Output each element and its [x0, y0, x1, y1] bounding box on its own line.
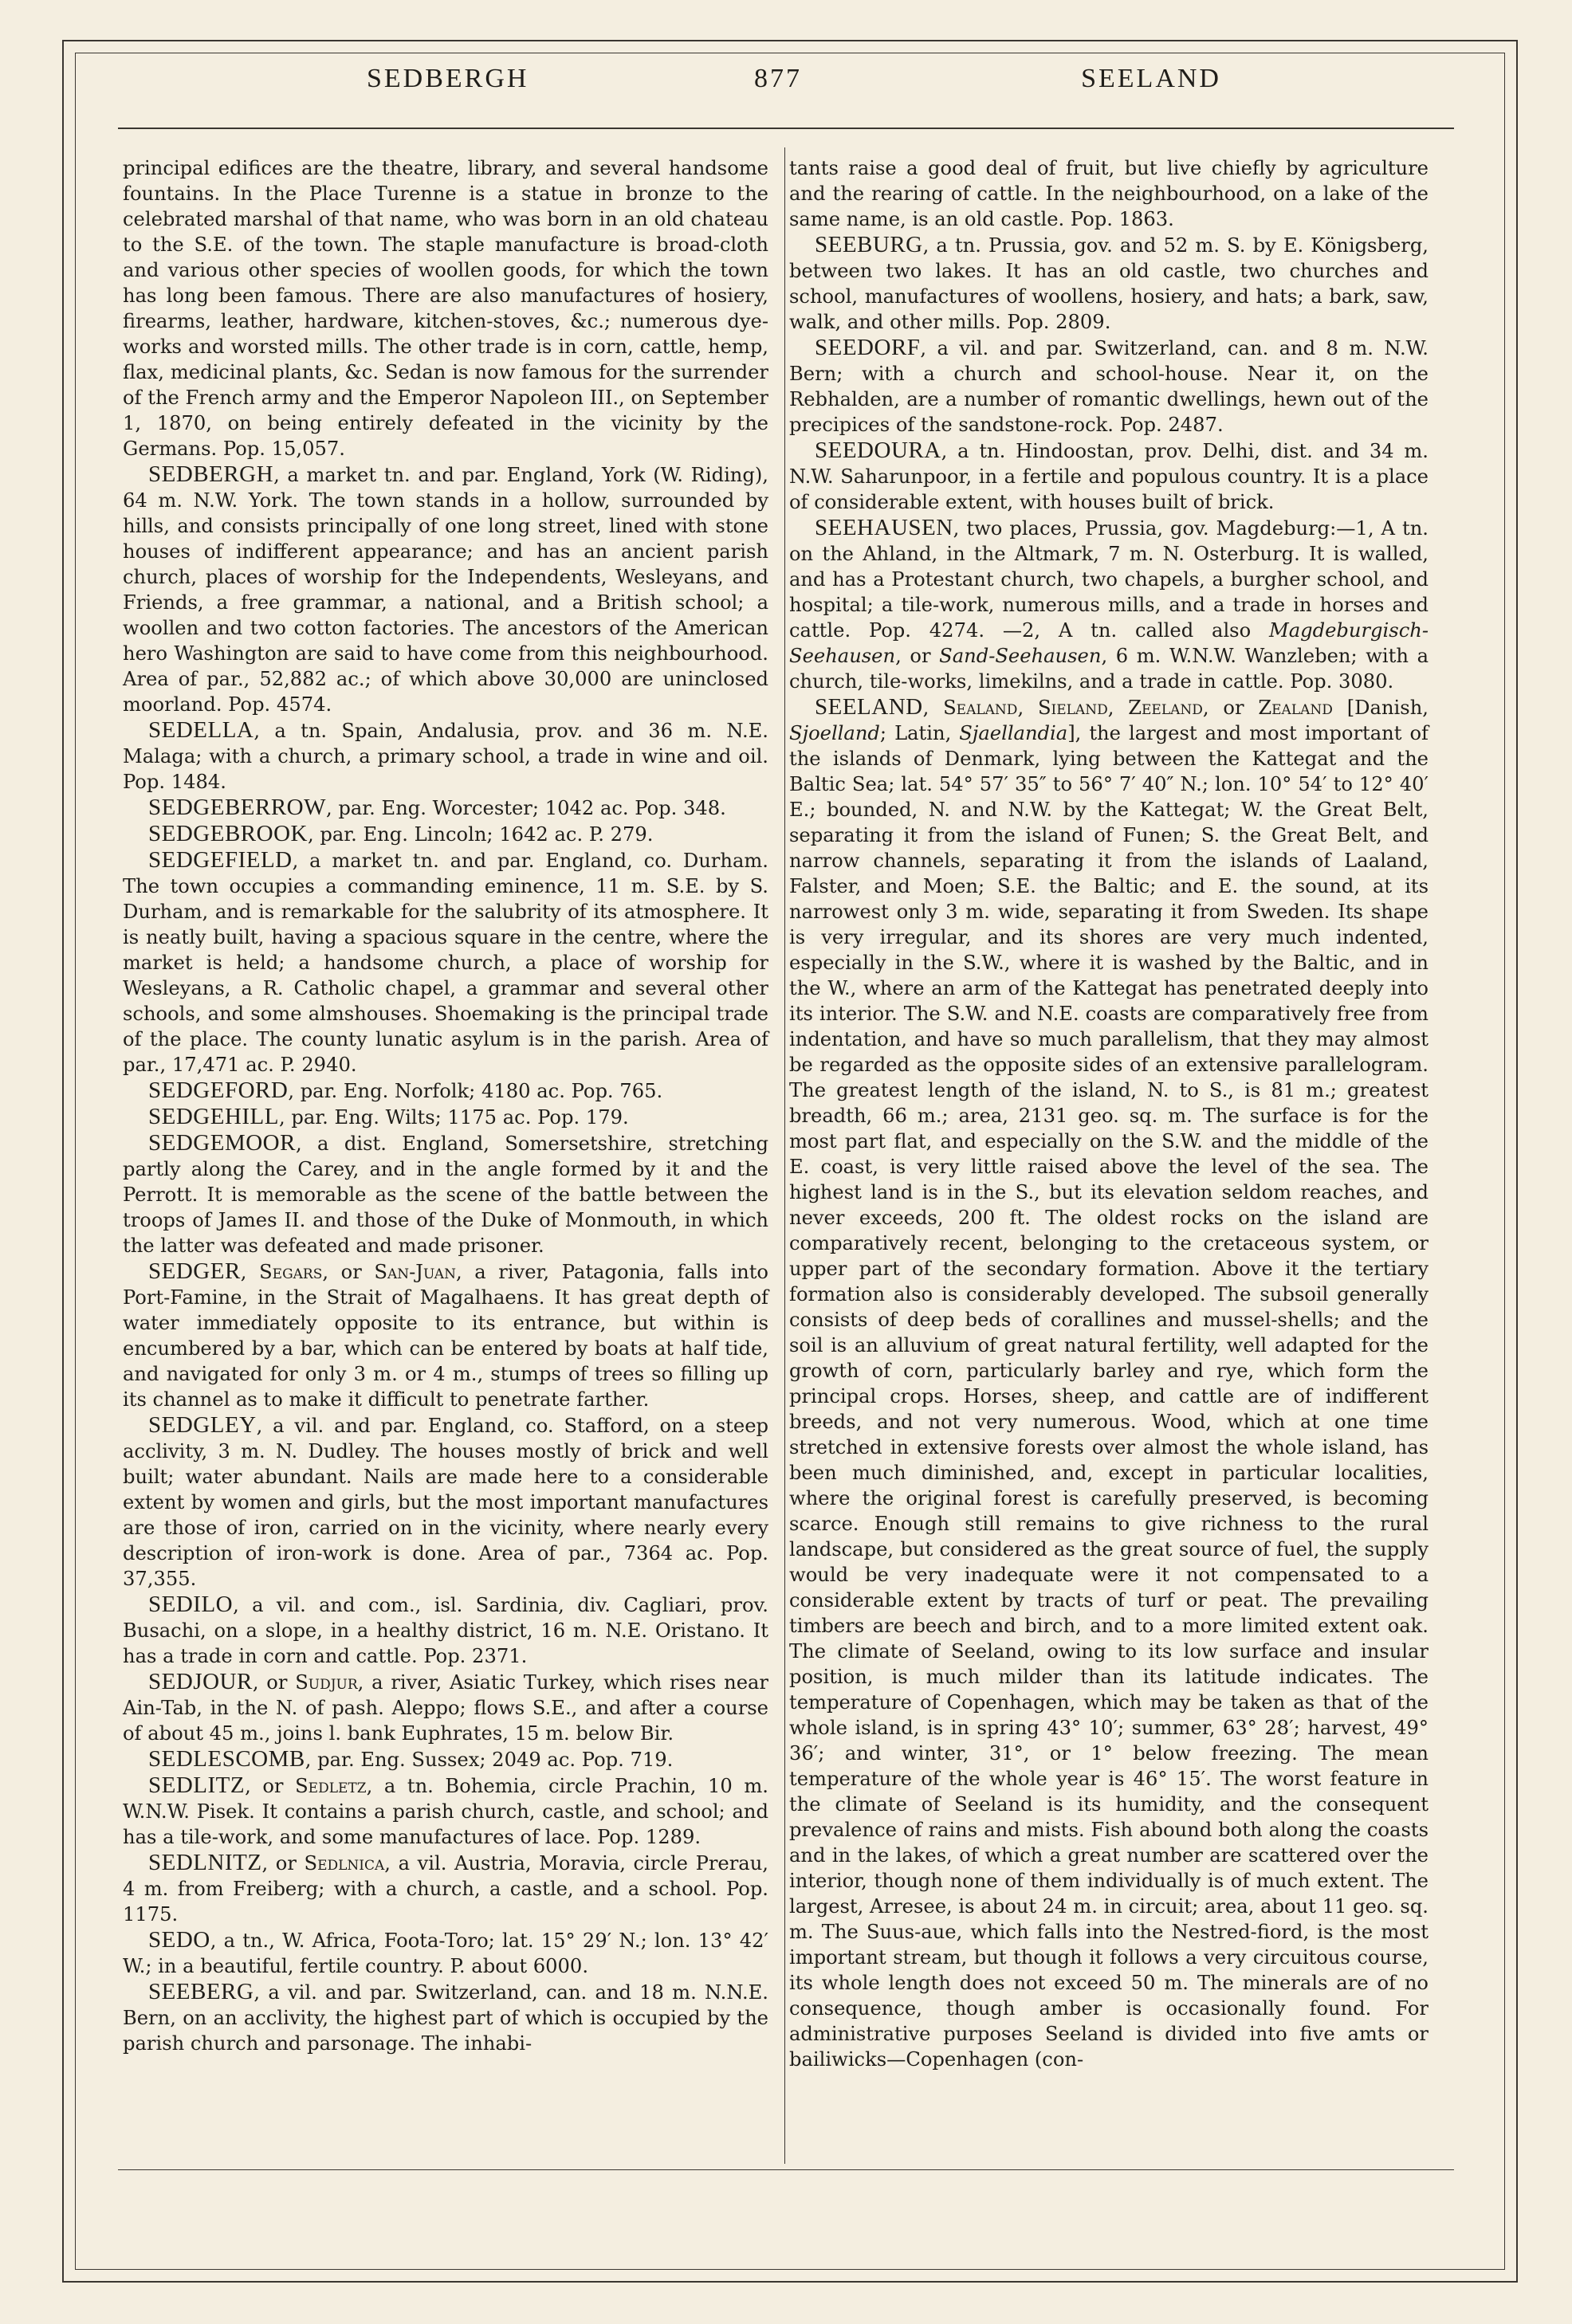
entry-text: Magdeburgisch-Seehausen	[789, 619, 1429, 667]
header-right-word: SEELAND	[1081, 64, 1221, 93]
entry-text: Sand-Seehausen	[939, 645, 1102, 667]
dictionary-entry	[123, 1258, 768, 1412]
dictionary-entry	[123, 795, 768, 821]
dictionary-entry	[123, 1104, 768, 1130]
dictionary-entry	[123, 155, 768, 461]
dictionary-entry	[123, 717, 768, 795]
entry-text: ], the largest and most important of the islands of Denmark, lying between the Kattegat and the Baltic Sea; lat. 54° 57′ 35″ to 56° 7′ 40″ N.; lon. 10° 54′ to 12° 40′ E.; bounded, N. and N.W. by the Kattegat; W. the Great Belt, separating it from the island of Funen; S. the Great Belt, and narrow channels, separating it from the islands of Laaland, Falster, and Moen; S.E. the Baltic; and E. the sound, at its narrowest only 3 m. wide, separating it from Sweden. Its shape is very irregular, and its shores are very much indented, especially in the S.W., where it is washed by the Baltic, and in the W., where an arm of the Kattegat has penetrated deeply into its interior. The S.W. and N.E. coasts are comparatively free from indentation, and have so much parallelism, that they may almost be regarded as the opposite sides of an extensive parallelogram. The greatest length of the island, N. to S., is 81 m.; greatest breadth, 66 m.; area, 2131 geo. sq. m. The surface is for the most part flat, and especially on the S.W. and the middle of the E. coast, is very little raised above the level of the sea. The highest land is in the S., but its elevation seldom reaches, and never exceeds, 200 ft. The oldest rocks on the island are comparatively recent, belonging to the cretaceous system, or upper part of the secondary formation. Above it the tertiary formation also is considerably developed. The subsoil generally consists of deep beds of corallines and mussel-shells; and the soil is an alluvium of great natural fertility, well adapted for the growth of corn, particularly barley and rye, which form the principal crops. Horses, sheep, and cattle are of indifferent breeds, and not very numerous. Wood, which at one time stretched in extensive forests over almost the whole island, has been much diminished, and, except in particular localities, where the original forest is carefully preserved, is becoming scarce. Enough still remains to give richness to the rural landscape, but considered as the great source of fuel, the supply would be very inadequate were it not compensated to a considerable extent by tracts of turf or peat. The prevailing timbers are beech and birch, and to a more limited extent oak. The climate of Seeland, owing to its low surface and insular position, is much milder than its latitude indicates. The temperature of Copenhagen, which may be taken as that of the whole island, is in spring 43° 10′; summer, 63° 28′; harvest, 49° 36′; and winter, 31°, or 1° below freezing. The mean temperature of the whole year is 46° 15′. The worst feature in the climate of Seeland is its humidity, and the consequent prevalence of rains and mists. Fish abound both along the coasts and in the lakes, of which a great number are scattered over the interior, though none of them individually is of much extent. The largest, Arresee, is about 24 m. in circuit; area, about 11 geo. sq. m. The Suus-aue, which falls into the Nestred-fiord, is the most important stream, but though it follows a very circuitous course, its whole length does not exceed 50 m. The minerals are of no consequence, though amber is occasionally found. For administrative purposes Seeland is divided into five amts or bailiwicks—Copenhagen (con-	[789, 722, 1429, 2071]
dictionary-entry	[123, 1592, 768, 1669]
entry-text: , a vil. and par. Switzerland, can. and 18 m. N.N.E. Bern, on an acclivity, the highest part of which is occupied by the parish church and parsonage. The inhabi-	[123, 1981, 768, 2055]
entry-headword: SEDGEFORD	[148, 1078, 289, 1103]
dictionary-entry	[789, 515, 1429, 694]
entry-text: , 6 m. W.N.W. Wanzleben; with a church, tile-works, limekilns, and a trade in cattle. Pop. 3080.	[789, 645, 1429, 693]
entry-headword: SEDLITZ	[148, 1772, 246, 1798]
entry-headword: SEEDOURA	[815, 438, 941, 463]
dictionary-entry	[123, 1746, 768, 1772]
entry-text: Sealand	[943, 697, 1018, 719]
entry-text: , par. Eng. Wilts; 1175 ac. Pop. 179.	[278, 1106, 629, 1129]
entry-text: [Danish,	[1332, 697, 1429, 719]
entry-text: , two places, Prussia, gov. Magdeburg:—1, A tn. on the Ahland, in the Altmark, 7 m. N. Osterburg. It is walled, and has a Protestant church, two chapels, a burgher school, and hospital; a tile-work, numerous mills, and a trade in horses and cattle. Pop. 4274. —2, A tn. called also	[789, 517, 1429, 642]
entry-headword: SEDGEMOOR	[148, 1130, 296, 1156]
entry-text: ,	[1107, 697, 1129, 719]
running-header	[120, 64, 1452, 112]
entry-text: , a tn. Spain, Andalusia, prov. and 36 m. N.E. Malaga; with a church, a primary school, a trade in wine and oil. Pop. 1484.	[123, 720, 768, 793]
entry-text: , or	[261, 1852, 305, 1875]
entry-headword: SEEDORF	[815, 335, 921, 360]
entry-text: , par. Eng. Worcester; 1042 ac. Pop. 348.	[326, 797, 726, 819]
entry-text: , a market tn. and par. England, co. Durham. The town occupies a commanding eminence, 11 m. S.E. by S. Durham, and is remarkable for the salubrity of its atmosphere. It is neatly built, having a spacious square in the centre, where the market is held; a handsome church, a place of worship for Wesleyans, a R. Catholic chapel, a grammar and several other schools, and some almshouses. Shoemaking is the principal trade of the place. The county lunatic asylum is in the parish. Area of par., 17,471 ac. P. 2940.	[123, 850, 768, 1076]
dictionary-entry	[123, 821, 768, 847]
footer-rule	[118, 2169, 1454, 2170]
entry-text: , a vil. and par. England, co. Stafford, on a steep acclivity, 3 m. N. Dudley. The houses mostly of brick and well built; water abundant. Nails are made here to a considerable extent by women and girls, but the most important manufactures are those of iron, carried on in the vicinity, where nearly every description of iron-work is done. Area of par., 7364 ac. Pop. 37,355.	[123, 1415, 768, 1590]
entry-text: Segars	[259, 1261, 323, 1283]
entry-headword: SEEBURG	[815, 232, 923, 257]
dictionary-entry	[123, 1979, 768, 2056]
dictionary-entry	[123, 1927, 768, 1979]
entry-headword: SEELAND	[815, 694, 923, 720]
entry-text: , a tn. Bohemia, circle Prachin, 10 m. W.N.W. Pisek. It contains a parish church, castle, and school; and has a tile-work, and some manufactures of lace. Pop. 1289.	[123, 1775, 768, 1848]
entry-text: , a market tn. and par. England, York (W. Riding), 64 m. N.W. York. The town stands in a hollow, surrounded by hills, and consists principally of one long street, lined with stone houses of indifferent appearance; and has an ancient parish church, places of worship for the Independents, Wesleyans, and Friends, a free grammar, a national, and a British school; a woollen and two cotton factories. The ancestors of the American hero Washington are said to have come from this neighbourhood. Area of par., 52,882 ac.; of which above 30,000 are uninclosed moorland. Pop. 4574.	[123, 464, 768, 716]
header-rule	[118, 128, 1454, 129]
right-column	[789, 155, 1429, 2072]
entry-headword: SEEBERG	[148, 1979, 254, 2004]
entry-text: Sjoelland	[789, 722, 880, 744]
entry-text: Sieland	[1037, 697, 1108, 719]
entry-headword: SEDJOUR	[148, 1669, 253, 1694]
dictionary-entry	[789, 232, 1429, 335]
entry-text: , a vil. Austria, Moravia, circle Prerau, 4 m. from Freiberg; with a church, a castle, and a school. Pop. 1175.	[123, 1852, 768, 1926]
dictionary-entry	[789, 155, 1429, 232]
dictionary-entry	[123, 1130, 768, 1258]
entry-text: Sedlnica	[304, 1852, 385, 1875]
entry-text: Sedletz	[295, 1775, 367, 1797]
dictionary-entry	[789, 335, 1429, 438]
entry-text: tants raise a good deal of fruit, but live chiefly by agriculture and the rearing of cattle. In the neighbourhood, on a lake of the same name, is an old castle. Pop. 1863.	[789, 157, 1429, 230]
dictionary-entry	[123, 1669, 768, 1746]
dictionary-entry	[123, 847, 768, 1078]
entry-headword: SEDGEFIELD	[148, 847, 293, 873]
left-column	[123, 155, 768, 2056]
entry-headword: SEDBERGH	[148, 461, 274, 487]
entry-headword: SEDGEBERROW	[148, 795, 326, 820]
entry-text: , a dist. England, Somersetshire, stretching partly along the Carey, and in the angle formed by it and the Perrott. It is memorable as the scene of the battle between the troops of James II. and those of the Duke of Monmouth, in which the latter was defeated and made prisoner.	[123, 1133, 768, 1257]
entry-headword: SEDGEBROOK	[148, 821, 308, 846]
dictionary-entry	[123, 1078, 768, 1104]
entry-headword: SEDLNITZ	[148, 1850, 262, 1875]
entry-text: ,	[240, 1261, 260, 1283]
entry-text: principal edifices are the theatre, library, and several handsome fountains. In the Place Turenne is a statue in bronze to the celebrated marshal of that name, who was born in an old chateau to the S.E. of the town. The staple manufacture is broad-cloth and various other species of woollen goods, for which the town has long been famous. There are also manufactures of hosiery, firearms, leather, hardware, kitchen-stoves, &c.; numerous dye-works and worsted mills. The other trade is in corn, cattle, hemp, flax, medicinal plants, &c. Sedan is now famous for the surrender of the French army and the Emperor Napoleon III., on September 1, 1870, on being entirely defeated in the vicinity by the Germans. Pop. 15,057.	[123, 157, 768, 460]
entry-text: , a tn. Prussia, gov. and 52 m. S. by E. Königsberg, between two lakes. It has an old castle, two churches and school, manufactures of woollens, hosiery, and hats; a bark, saw, walk, and other mills. Pop. 2809.	[789, 234, 1429, 333]
entry-text: , a tn. Hindoostan, prov. Delhi, dist. and 34 m. N.W. Saharunpoor, in a fertile and populous country. It is a place of considerable extent, with houses built of brick.	[789, 440, 1429, 513]
entry-text: , or	[322, 1261, 375, 1283]
entry-text: , a river, Patagonia, falls into Port-Famine, in the Strait of Magalhaens. It has great depth of water immediately opposite to its entrance, but within is encumbered by a bar, which can be entered by boats at half tide, and navigated for only 3 m. or 4 m., stumps of trees so filling up its channel as to make it difficult to penetrate farther.	[123, 1261, 768, 1411]
entry-text: , a vil. and par. Switzerland, can. and 8 m. N.W. Bern; with a church and school-house. Near it, on the Rebhalden, are a number of romantic dwellings, hewn out of the precipices of the sandstone-rock. Pop. 2487.	[789, 337, 1429, 436]
entry-text: , or	[252, 1671, 296, 1694]
page-number: 877	[754, 64, 802, 93]
entry-headword: SEDGER	[148, 1258, 241, 1284]
entry-text: San-Juan	[374, 1261, 456, 1283]
entry-text: , or	[895, 645, 940, 667]
column-divider	[784, 147, 785, 2164]
entry-headword: SEDGLEY	[148, 1412, 257, 1438]
entry-text: Zealand	[1258, 697, 1333, 719]
entry-text: Sudjur	[295, 1671, 358, 1694]
entry-text: , a tn., W. Africa, Foota-Toro; lat. 15° 29′ N.; lon. 13° 42′ W.; in a beautiful, fertile country. P. about 6000.	[123, 1929, 768, 1977]
dictionary-entry	[123, 1772, 768, 1850]
entry-text: , par. Eng. Norfolk; 4180 ac. Pop. 765.	[288, 1080, 663, 1102]
entry-text: Zeeland	[1128, 697, 1203, 719]
entry-text: , a vil. and com., isl. Sardinia, div. Cagliari, prov. Busachi, on a slope, in a healthy district, 16 m. N.E. Oristano. It has a trade in corn and cattle. Pop. 2371.	[123, 1594, 768, 1667]
entry-text: ; Latin,	[879, 722, 960, 744]
entry-text: ,	[922, 697, 944, 719]
entry-headword: SEDELLA	[148, 717, 254, 743]
entry-text: Sjaellandia	[959, 722, 1068, 744]
entry-headword: SEDGEHILL	[148, 1104, 279, 1129]
dictionary-entry	[789, 438, 1429, 515]
entry-text: , par. Eng. Lincoln; 1642 ac. P. 279.	[307, 823, 654, 846]
entry-text: , par. Eng. Sussex; 2049 ac. Pop. 719.	[305, 1749, 674, 1771]
entry-text: , or	[1202, 697, 1259, 719]
header-left-word: SEDBERGH	[367, 64, 529, 93]
dictionary-entry	[123, 1412, 768, 1592]
dictionary-entry	[789, 694, 1429, 2072]
entry-headword: SEDLESCOMB	[148, 1746, 305, 1772]
dictionary-entry	[123, 461, 768, 717]
entry-headword: SEDO	[148, 1927, 210, 1953]
entry-headword: SEDILO	[148, 1592, 234, 1617]
entry-headword: SEEHAUSEN	[815, 515, 953, 540]
entry-text: , a river, Asiatic Turkey, which rises near Ain-Tab, in the N. of pash. Aleppo; flows S.E., and after a course of about 45 m., joins l. bank Euphrates, 15 m. below Bir.	[123, 1671, 768, 1745]
dictionary-entry	[123, 1850, 768, 1927]
entry-text: , or	[245, 1775, 296, 1797]
entry-text: ,	[1017, 697, 1038, 719]
